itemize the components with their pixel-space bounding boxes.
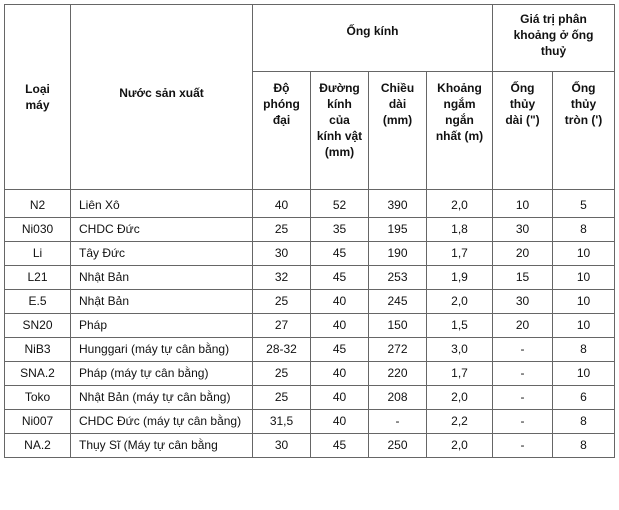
cell-ong-thuy-dai: - [493,386,553,410]
cell-chieu-dai: 250 [369,434,427,458]
cell-loai-may: Toko [5,386,71,410]
cell-loai-may: NA.2 [5,434,71,458]
cell-duong-kinh: 35 [311,218,369,242]
cell-duong-kinh: 40 [311,314,369,338]
cell-duong-kinh: 40 [311,410,369,434]
cell-chieu-dai: 195 [369,218,427,242]
header-nuoc-san-xuat: Nước sản xuất [71,5,253,190]
cell-nuoc-san-xuat: Pháp (máy tự cân bằng) [71,362,253,386]
cell-ong-thuy-tron: 10 [553,314,615,338]
cell-ong-thuy-dai: - [493,362,553,386]
table-row [5,338,615,362]
cell-ong-thuy-tron: 6 [553,386,615,410]
cell-ong-thuy-dai: 20 [493,242,553,266]
cell-nuoc-san-xuat: CHDC Đức [71,218,253,242]
table-body [5,190,615,458]
header-duong-kinh: Đường kính của kính vật (mm) [311,72,369,190]
cell-chieu-dai: 220 [369,362,427,386]
cell-ong-thuy-dai: 20 [493,314,553,338]
cell-loai-may: Ni007 [5,410,71,434]
cell-ong-thuy-tron: 8 [553,410,615,434]
cell-ong-thuy-dai: - [493,338,553,362]
cell-chieu-dai: 245 [369,290,427,314]
table-row [5,218,615,242]
table-row [5,362,615,386]
header-ong-thuy-tron: Ống thủy tròn (') [553,72,615,190]
cell-ong-thuy-tron: 8 [553,338,615,362]
cell-do-phong-dai: 40 [253,190,311,218]
cell-ong-thuy-tron: 8 [553,218,615,242]
cell-ong-thuy-tron: 5 [553,190,615,218]
cell-ong-thuy-tron: 10 [553,266,615,290]
level-instrument-spec-table [4,4,615,458]
cell-chieu-dai: 253 [369,266,427,290]
cell-nuoc-san-xuat: Tây Đức [71,242,253,266]
table-row [5,410,615,434]
cell-ong-thuy-dai: 10 [493,190,553,218]
cell-do-phong-dai: 25 [253,290,311,314]
cell-do-phong-dai: 28-32 [253,338,311,362]
cell-nuoc-san-xuat: CHDC Đức (máy tự cân bằng) [71,410,253,434]
cell-ong-thuy-tron: 10 [553,242,615,266]
cell-khoang-ngam: 2,2 [427,410,493,434]
cell-do-phong-dai: 25 [253,386,311,410]
cell-duong-kinh: 52 [311,190,369,218]
cell-duong-kinh: 45 [311,266,369,290]
header-ong-thuy-dai: Ống thủy dài (") [493,72,553,190]
cell-do-phong-dai: 30 [253,242,311,266]
header-gia-tri-phan-khoang: Giá trị phân khoảng ở ống thuỷ [493,5,615,72]
cell-do-phong-dai: 30 [253,434,311,458]
cell-chieu-dai: 272 [369,338,427,362]
cell-do-phong-dai: 27 [253,314,311,338]
cell-duong-kinh: 45 [311,242,369,266]
cell-do-phong-dai: 25 [253,218,311,242]
cell-khoang-ngam: 2,0 [427,434,493,458]
cell-do-phong-dai: 25 [253,362,311,386]
header-chieu-dai: Chiều dài (mm) [369,72,427,190]
cell-duong-kinh: 40 [311,290,369,314]
header-loai-may: Loại máy [5,5,71,190]
header-do-phong-dai: Độ phóng đại [253,72,311,190]
cell-do-phong-dai: 32 [253,266,311,290]
cell-ong-thuy-dai: 30 [493,218,553,242]
cell-khoang-ngam: 1,5 [427,314,493,338]
table-row [5,314,615,338]
cell-loai-may: Li [5,242,71,266]
cell-khoang-ngam: 2,0 [427,290,493,314]
cell-loai-may: N2 [5,190,71,218]
spec-table-container [4,4,614,458]
cell-ong-thuy-tron: 10 [553,362,615,386]
cell-khoang-ngam: 1,8 [427,218,493,242]
cell-ong-thuy-dai: 30 [493,290,553,314]
cell-khoang-ngam: 3,0 [427,338,493,362]
cell-nuoc-san-xuat: Nhật Bản [71,290,253,314]
cell-ong-thuy-tron: 8 [553,434,615,458]
cell-khoang-ngam: 1,7 [427,242,493,266]
cell-chieu-dai: - [369,410,427,434]
table-row [5,190,615,218]
header-ong-kinh: Ống kính [253,5,493,72]
cell-duong-kinh: 45 [311,338,369,362]
cell-khoang-ngam: 2,0 [427,386,493,410]
cell-ong-thuy-dai: 15 [493,266,553,290]
cell-khoang-ngam: 2,0 [427,190,493,218]
cell-loai-may: SN20 [5,314,71,338]
cell-nuoc-san-xuat: Nhật Bản [71,266,253,290]
cell-loai-may: SNA.2 [5,362,71,386]
cell-duong-kinh: 45 [311,434,369,458]
cell-nuoc-san-xuat: Nhật Bản (máy tự cân bằng) [71,386,253,410]
cell-khoang-ngam: 1,9 [427,266,493,290]
cell-do-phong-dai: 31,5 [253,410,311,434]
cell-ong-thuy-tron: 10 [553,290,615,314]
cell-ong-thuy-dai: - [493,410,553,434]
cell-loai-may: NiB3 [5,338,71,362]
cell-nuoc-san-xuat: Liên Xô [71,190,253,218]
cell-chieu-dai: 150 [369,314,427,338]
cell-nuoc-san-xuat: Hunggari (máy tự cân bằng) [71,338,253,362]
cell-chieu-dai: 190 [369,242,427,266]
table-row [5,386,615,410]
cell-loai-may: L21 [5,266,71,290]
table-row [5,266,615,290]
cell-chieu-dai: 208 [369,386,427,410]
cell-duong-kinh: 40 [311,386,369,410]
cell-nuoc-san-xuat: Pháp [71,314,253,338]
cell-khoang-ngam: 1,7 [427,362,493,386]
cell-loai-may: Ni030 [5,218,71,242]
cell-chieu-dai: 390 [369,190,427,218]
table-row [5,242,615,266]
cell-duong-kinh: 40 [311,362,369,386]
cell-loai-may: E.5 [5,290,71,314]
table-row [5,434,615,458]
table-row [5,290,615,314]
cell-ong-thuy-dai: - [493,434,553,458]
header-khoang-ngam: Khoảng ngắm ngắn nhất (m) [427,72,493,190]
cell-nuoc-san-xuat: Thụy Sĩ (Máy tự cân bằng [71,434,253,458]
